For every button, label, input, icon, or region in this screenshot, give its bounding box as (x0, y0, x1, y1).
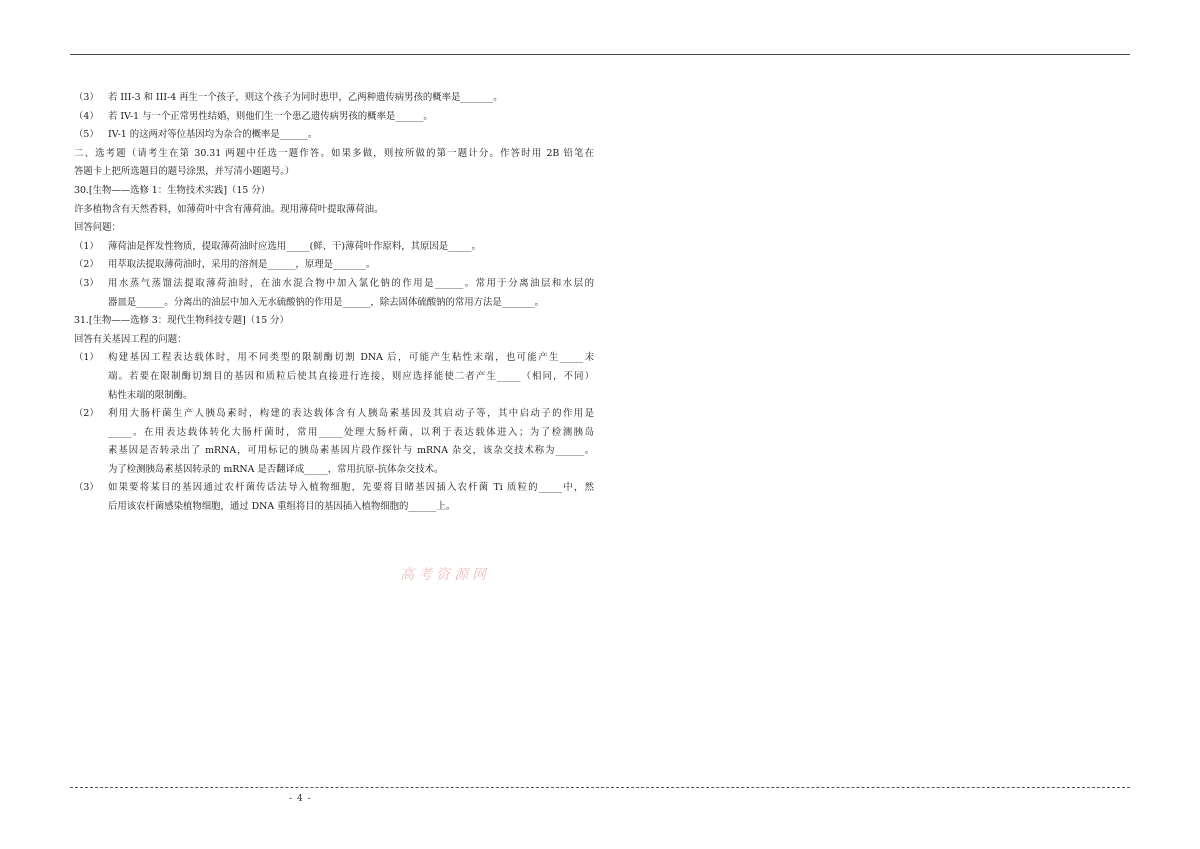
subquestion-line: 用水蒸气蒸馏法提取薄荷油时，在油水混合物中加入氯化钠的作用是______。常用于分离油层和水层的 (108, 277, 594, 289)
subquestion-line: 为了检测胰岛素基因转录的 mRNA 是否翻译成_____，常用抗原-抗体杂交技术。 (108, 463, 444, 475)
subquestion-line: 如果要将某目的基因通过农杆菌传话法导入植物细胞，先要将目睹基因插入农杆菌 Ti 质粒的_____中，然 (108, 482, 594, 494)
section2-instructions (74, 145, 594, 182)
subquestion-number: （1） (74, 352, 99, 364)
subquestion-line: 用萃取法提取薄荷油时，采用的溶剂是______，原理是_______。 (108, 259, 376, 271)
subquestion-line: 素基因是否转录出了 mRNA，可用标记的胰岛素基因片段作探针与 mRNA 杂交，该杂交技术称为______。 (108, 445, 594, 457)
subquestion-line: 构建基因工程表达载体时，用不同类型的限制酶切割 DNA 后，可能产生粘性末端，也可能产生_____末 (108, 352, 594, 364)
subquestion-line: 若 IV-1 与一个正常男性结婚，则他们生一个患乙遗传病男孩的概率是______。 (108, 110, 433, 122)
subquestion-item (74, 275, 594, 312)
page-number: - 4 - (289, 794, 312, 804)
q30-subquestions (74, 238, 594, 312)
subquestion-number: （3） (74, 277, 99, 289)
subquestion-number: （3） (74, 482, 99, 494)
header-rule (70, 54, 1130, 55)
subquestion-line: 器皿是______。分离出的油层中加入无水硫酸钠的作用是______，除去固体硫酸钠的常用方法是_______。 (108, 296, 544, 308)
subquestion-item (74, 349, 594, 405)
subquestion-number: （5） (74, 129, 99, 141)
q30-prompt: 回答问题： (74, 222, 121, 234)
subquestion-text (108, 479, 594, 516)
subquestion-text (108, 256, 594, 275)
q31-title: 31.[生物——选修 3：现代生物科技专题]（15 分） (74, 315, 289, 327)
subquestion-item (74, 89, 594, 108)
subquestion-item (74, 256, 594, 275)
section2-line: 二、选考题（请考生在第 30.31 两题中任选一题作答。如果多做，则按所做的第一题计分。作答时用 2B 铅笔在 (74, 147, 594, 159)
q30-title: 30.[生物——选修 1：生物技术实践]（15 分） (74, 184, 271, 196)
subquestion-item (74, 479, 594, 516)
subquestion-line: 粘性末端的限制酶。 (108, 389, 193, 401)
subquestion-text (108, 126, 594, 145)
subquestion-number: （1） (74, 240, 99, 252)
subquestion-line: _____。在用表达载体转化大肠杆菌时，常用_____处理大肠杆菌，以利于表达载体进入；为了检测胰岛 (108, 426, 594, 438)
subquestion-text (108, 108, 594, 127)
subquestion-item (74, 126, 594, 145)
q31-prompt: 回答有关基因工程的问题： (74, 333, 187, 345)
watermark-logo: 高考资源网 (400, 567, 490, 583)
subquestion-number: （4） (74, 110, 99, 122)
subquestion-item (74, 108, 594, 127)
footer-rule (70, 787, 1130, 788)
subquestion-line: 若 III-3 和 III-4 再生一个孩子，则这个孩子为同时患甲，乙两种遗传病男孩的概率是_______。 (108, 92, 503, 103)
section2-line: 答题卡上把所选题目的题号涂黑，并写清小题题号。） (74, 166, 295, 178)
subquestion-item (74, 238, 594, 257)
q29-subquestions (74, 89, 594, 145)
question-content (74, 89, 594, 517)
subquestion-text (108, 405, 594, 479)
subquestion-line: IV-1 的这两对等位基因均为杂合的概率是______。 (108, 129, 318, 141)
q30-intro: 许多植物含有天然香料，如薄荷叶中含有薄荷油。现用薄荷叶提取薄荷油。 (74, 203, 384, 215)
q31-subquestions (74, 349, 594, 516)
subquestion-number: （2） (74, 259, 99, 271)
subquestion-number: （2） (74, 408, 99, 420)
subquestion-text (108, 275, 594, 312)
subquestion-text (108, 238, 594, 257)
subquestion-line: 后用该农杆菌感染植物细胞，通过 DNA 重组将目的基因插入植物细胞的______上。 (108, 501, 456, 513)
subquestion-item (74, 405, 594, 479)
subquestion-text (108, 349, 594, 405)
subquestion-line: 薄荷油是挥发性物质，提取薄荷油时应选用_____(鲜、干)薄荷叶作原料，其原因是_____。 (108, 240, 481, 252)
subquestion-text (108, 89, 594, 108)
subquestion-line: 利用大肠杆菌生产人胰岛素时，构建的表达载体含有人胰岛素基因及其启动子等，其中启动子的作用是 (108, 408, 594, 420)
subquestion-number: （3） (74, 92, 99, 103)
subquestion-line: 端。若要在限制酶切割目的基因和质粒后使其直接进行连接，则应选择能使二者产生_____（相同，不同） (108, 370, 594, 382)
